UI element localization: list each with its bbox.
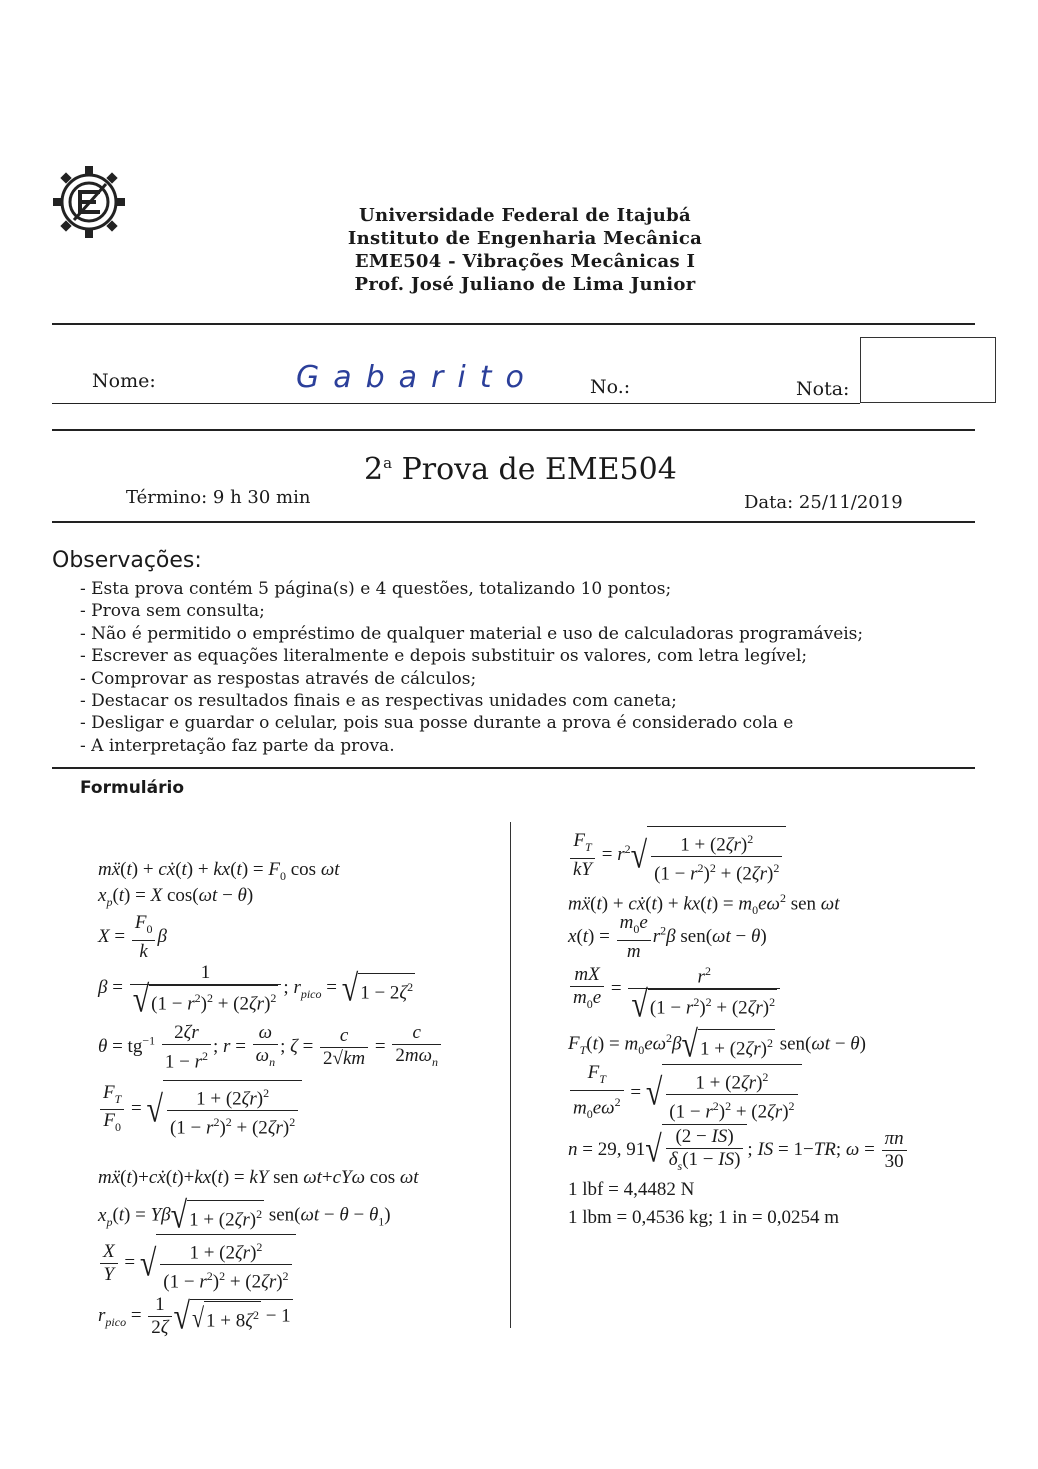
professor-name: Prof. José Juliano de Lima Junior xyxy=(354,274,696,295)
nome-value: Gabarito xyxy=(296,360,538,395)
list-item: - Prova sem consulta; xyxy=(80,601,265,622)
exam-title: 2$^a$ Prova de EME504 xyxy=(364,452,677,487)
list-item: - Não é permitido o empréstimo de qualquer material e uso de calculadoras programáveis; xyxy=(80,623,864,644)
list-item: - A interpretação faz parte da prova. xyxy=(80,735,395,756)
formula-displacement-transmissibility: $\frac{X}{Y}$ = √ $\frac{1 + (2\zeta r)^2}{(1 - r^2)^2 + (2\zeta r)^2}$ xyxy=(98,1234,296,1294)
formula-mx-m0e: $\frac{mX}{m_0e}$ = $\frac{r^2}{√ (1 - r^2)^2 + (2\zeta r)^2}$ xyxy=(568,960,782,1020)
conversion-lbf: 1 lbf = 4,4482 N xyxy=(568,1179,695,1200)
formula-theta: $\theta = tg^{-1}$ $\frac{2\zeta r}{1 - r^2}$ ; r = $\frac{\omega}{\omega_n}$ ; ζ = $\frac{c}{2√km}$ = $\frac{c}{2m\omega_n}$ xyxy=(98,1022,443,1073)
list-item: - Desligar e guardar o celular, pois sua posse durante a prova é considerado cola e xyxy=(80,713,794,734)
formula-amplitude: X = $\frac{F_0}{k}$ β xyxy=(98,912,167,962)
formula-x-unbalance: x(t) = $\frac{m_0e}{m}$ $r^2\beta$ sen(ωt − θ) xyxy=(568,912,767,962)
formula-ft-m0e: $\frac{F_T}{m_0e\omega^2}$ = √ $\frac{1 + (2\zeta r)^2}{(1 - r^2)^2 + (2\zeta r)^2}$ xyxy=(568,1062,802,1125)
divider-obs xyxy=(52,767,975,769)
formula-eom-base: mẍ(t)+cẋ(t)+kx(t) = kY sen ωt+cYω cos ωt xyxy=(98,1167,419,1188)
nota-box[interactable] xyxy=(860,337,996,403)
institute-name: Instituto de Engenharia Mecânica xyxy=(347,228,703,249)
termino: Término: 9 h 30 min xyxy=(126,487,311,508)
observacoes-title: Observações: xyxy=(52,548,202,573)
university-logo xyxy=(50,160,128,244)
institution-header xyxy=(300,204,750,296)
formula-ft-ky: $\frac{F_T}{kY}$ = $r^2√$ $\frac{1 + (2\zeta r)^2}{(1 - r^2)^2 + (2\zeta r)^2}$ xyxy=(568,826,786,886)
list-item: - Escrever as equações literalmente e depois substituir os valores, com letra legível; xyxy=(80,646,808,667)
divider-mid xyxy=(52,429,975,431)
divider-exam xyxy=(52,521,975,523)
observacoes-list xyxy=(80,578,863,757)
formula-eom-forced: mẍ(t) + cẋ(t) + $kx(t) = F_0$ cos ωt xyxy=(98,859,340,883)
exam-date: Data: 25/11/2019 xyxy=(744,492,903,513)
list-item: - Comprovar as respostas através de cálculos; xyxy=(80,668,477,689)
column-divider xyxy=(510,822,511,1328)
formula-xp-base: $x_p(t) = Y\beta√$ $1 + (2\zeta r)^2$ $sen(\omega t - \theta - \theta_1)$ xyxy=(98,1194,391,1237)
divider-name xyxy=(52,403,860,404)
list-item: - Destacar os resultados finais e as respectivas unidades com caneta; xyxy=(80,691,677,712)
nome-label: Nome: xyxy=(92,370,156,392)
list-item: - Esta prova contém 5 página(s) e 4 questões, totalizando 10 pontos; xyxy=(80,579,672,599)
formula-ft-unbalance: $F_T(t) = m_0e\omega^2\beta√$ $1 + (2\zeta r)^2$ sen(ωt − θ) xyxy=(568,1023,866,1065)
numero-label: No.: xyxy=(590,376,631,398)
formulario-title: Formulário xyxy=(80,778,184,798)
divider-top xyxy=(52,323,975,325)
formula-beta: β = $\frac{1}{√ (1 - r^2)^2 + (2\zeta r)^2}$ ; $r_{pico}$ = √ $1 - 2\zeta^2$ xyxy=(98,962,414,1021)
university-name: Universidade Federal de Itajubá xyxy=(359,205,691,226)
formula-xp-forced: $x_p(t) = X$ cos(ωt − θ) xyxy=(98,885,254,909)
conversion-lbm-in: 1 lbm = 0,4536 kg; 1 in = 0,0254 m xyxy=(568,1207,840,1228)
formula-isolation: n = 29, 91√ $\frac{(2 - IS)}{\delta_s(1 - IS)}$ ; IS = 1−TR; ω = $\frac{\pi n}{30}$ xyxy=(568,1124,909,1177)
nota-label: Nota: xyxy=(796,378,850,400)
formula-rpico-base: $r_{pico}$ = $\frac{1}{2\zeta}$ √√ $1 + 8\zeta^2 - 1$ xyxy=(98,1294,291,1338)
formula-transmissibility-force: $\frac{F_T}{F_0}$ = √ $\frac{1 + (2\zeta r)^2}{(1 - r^2)^2 + (2\zeta r)^2}$ xyxy=(98,1080,302,1140)
course-name: EME504 - Vibrações Mecânicas I xyxy=(354,251,696,272)
formula-eom-unbalance: mẍ(t) + cẋ(t) + $kx(t) = m_0e\omega^2$ sen ωt xyxy=(568,891,840,918)
